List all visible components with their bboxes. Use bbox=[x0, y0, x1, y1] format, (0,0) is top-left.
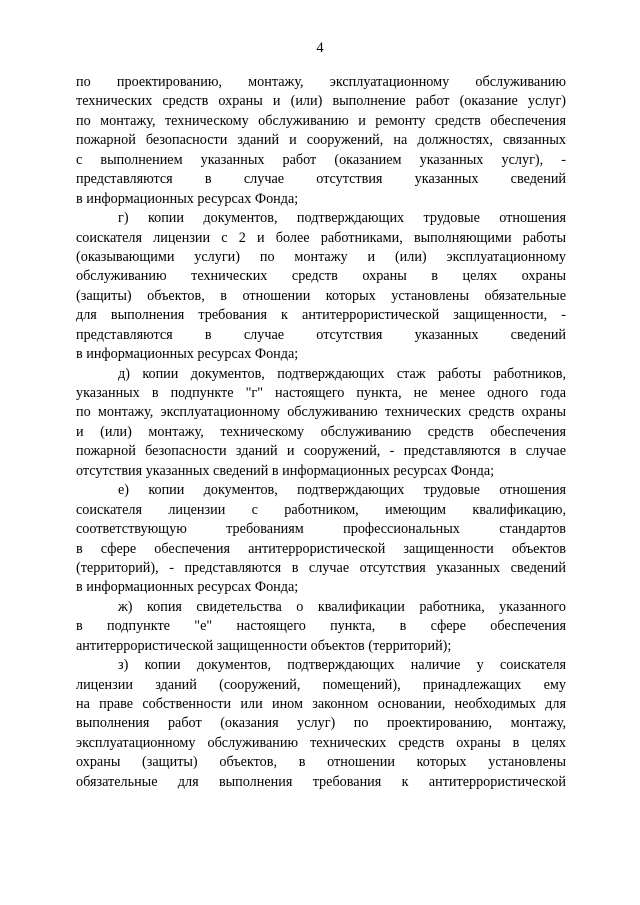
text-line: пожарной безопасности зданий и сооружений, - представляются в случае bbox=[76, 443, 566, 460]
text-line: соискателя лицензии с 2 и более работниками, выполняющими работы bbox=[76, 229, 566, 246]
text-line: обслуживанию технических средств охраны в целях охраны bbox=[76, 268, 566, 285]
text-line: антитеррористической защищенности объектов (территорий); bbox=[76, 637, 452, 654]
paragraph-g-line: г) копии документов, подтверждающих трудовые отношения bbox=[118, 210, 566, 227]
text-line: по проектированию, монтажу, эксплуатационному обслуживанию bbox=[76, 74, 566, 90]
text-line: (защиты) объектов, в отношении которых установлены обязательные bbox=[76, 287, 566, 304]
text-line: лицензии зданий (сооружений, помещений), принадлежащих ему bbox=[76, 676, 566, 693]
text-line: в сфере обеспечения антитеррористической защищенности объектов bbox=[76, 540, 566, 557]
text-line: и (или) монтажу, техническому обслуживанию средств обеспечения bbox=[76, 423, 566, 440]
text-line: представляются в случае отсутствия указанных сведений bbox=[76, 171, 566, 188]
text-line: отсутствия указанных сведений в информационных ресурсах Фонда; bbox=[76, 462, 495, 479]
text-line: охраны (защиты) объектов, в отношении которых установлены bbox=[76, 754, 566, 771]
text-line: пожарной безопасности зданий и сооружений, на должностях, связанных bbox=[76, 132, 566, 149]
paragraph-e-line: е) копии документов, подтверждающих трудовые отношения bbox=[118, 482, 566, 499]
text-line: представляются в случае отсутствия указанных сведений bbox=[76, 326, 566, 343]
text-line: в информационных ресурсах Фонда; bbox=[76, 579, 299, 596]
text-line: с выполнением указанных работ (оказанием указанных услуг), - bbox=[76, 151, 566, 168]
page-number: 4 bbox=[316, 40, 324, 56]
text-line: указанных в подпункте "г" настоящего пункта, не менее одного года bbox=[76, 385, 566, 401]
text-line: в информационных ресурсах Фонда; bbox=[76, 346, 299, 363]
paragraph-z-line: з) копии документов, подтверждающих наличие у соискателя bbox=[118, 657, 566, 674]
text-line: (оказывающими услуги) по монтажу и (или) эксплуатационному bbox=[76, 248, 566, 265]
text-line: эксплуатационному обслуживанию технических средств охраны в целях bbox=[76, 734, 566, 751]
text-line: выполнения работ (оказания услуг) по проектированию, монтажу, bbox=[76, 715, 566, 732]
text-line: по монтажу, техническому обслуживанию и ремонту средств обеспечения bbox=[76, 112, 566, 129]
paragraph-d-line: д) копии документов, подтверждающих стаж работы работников, bbox=[118, 365, 566, 382]
document-body bbox=[76, 73, 566, 792]
text-line: (территорий), - представляются в случае отсутствия указанных сведений bbox=[76, 559, 566, 576]
text-line: соответствующую требованиям профессиональных стандартов bbox=[76, 521, 566, 538]
text-line: в информационных ресурсах Фонда; bbox=[76, 190, 299, 207]
text-line: на праве собственности или ином законном основании, необходимых для bbox=[76, 696, 566, 712]
paragraph-zh-line: ж) копия свидетельства о квалификации работника, указанного bbox=[118, 598, 566, 615]
text-line: для выполнения требования к антитеррористической защищенности, - bbox=[76, 307, 566, 324]
text-line: по монтажу, эксплуатационному обслуживанию технических средств охраны bbox=[76, 404, 566, 421]
text-line: обязательные для выполнения требования к антитеррористической bbox=[76, 773, 566, 790]
text-line: соискателя лицензии с работником, имеющим квалификацию, bbox=[76, 501, 566, 518]
text-line: технических средств охраны и (или) выполнение работ (оказание услуг) bbox=[76, 93, 566, 110]
text-line: в подпункте "е" настоящего пункта, в сфере обеспечения bbox=[76, 618, 566, 635]
